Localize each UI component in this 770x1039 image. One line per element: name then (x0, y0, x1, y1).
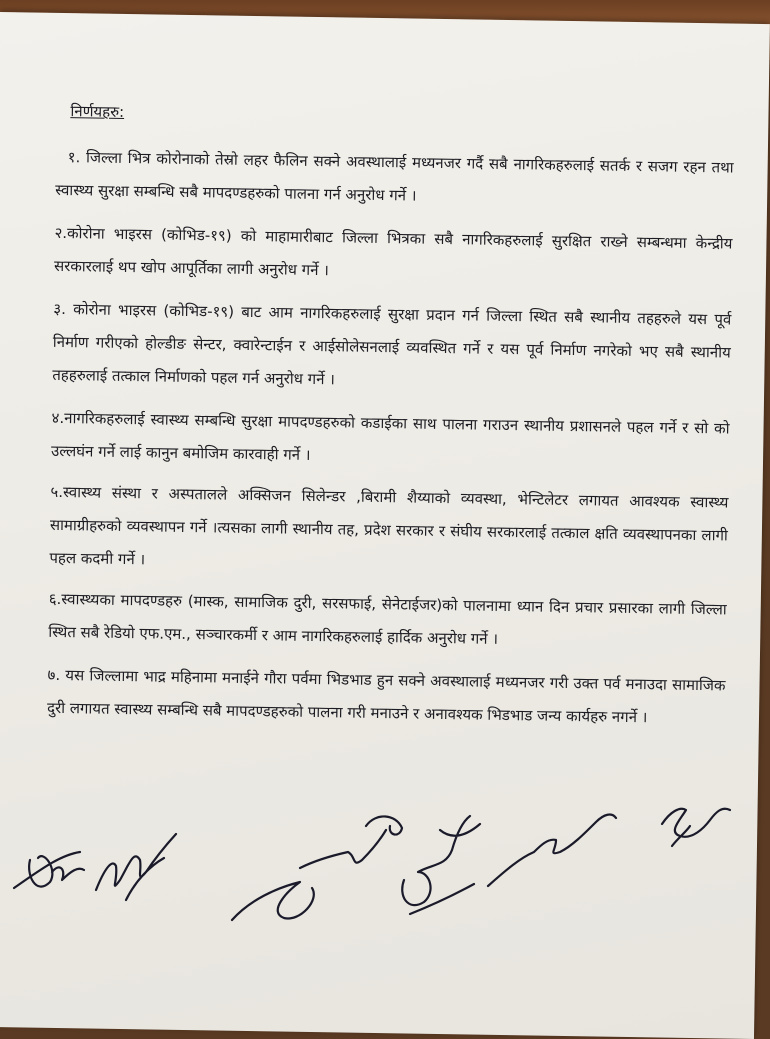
decision-item-1-text: १. जिल्ला भित्र कोरोनाको तेस्रो लहर फैलिन सक्ने अवस्थालाई मध्यनजर गर्दै सबै नागरिकहरुलाई सतर्क र सजग रहन तथा स्वास्थ्य सुरक्षा सम्बन्धि सबै मापदण्डहरुको पालना गर्न अनुरोध गर्ने । (55, 148, 734, 205)
decision-item-6-text: ६.स्वास्थ्यका मापदण्डहरु (मास्क, सामाजिक दुरी, सरसफाई, सेनेटाईजर)को पालनामा ध्यान दिन प्रचार प्रसारका लागी जिल्ला स्थित सबै रेडियो एफ.एम., सञ्चारकर्मी र आम नागरिकहरुलाई हार्दिक अनुरोध गर्ने । (48, 589, 727, 648)
document-body (47, 91, 735, 736)
decision-item-7-text: ७. यस जिल्लामा भाद्र महिनामा मनाईने गौरा पर्वमा भिडभाड हुन सक्ने अवस्थालाई मध्यनजर गरी उक्त पर्व मनाउदा सामाजिक दुरी लगायत स्वास्थ्य सम्बन्धि सबै मापदण्डहरुको पालना गरी मनाउने र अनावश्यक भिडभाड जन्य कार्यहरु नगर्ने । (46, 665, 726, 727)
decision-item-6 (48, 583, 727, 660)
decision-item-1 (55, 141, 734, 218)
paper-sheet (0, 12, 770, 1039)
decision-item-2 (54, 217, 733, 294)
decision-item-4-text: ४.नागरिकहरुलाई स्वास्थ्य सम्बन्धि सुरक्षा मापदण्डहरुको कडाईका साथ पालना गराउन स्थानीय प्रशासनले पहल गर्ने र सो को उल्लघंन गर्ने लाई कानुन बमोजिम कारवाही गर्ने । (50, 408, 730, 464)
decision-item-2-text: २.कोरोना भाइरस (कोभिड-१९) को माहामारीबाट जिल्ला भित्रका सबै नागरिकहरुलाई सुरक्षित राख्ने सम्बन्धमा केन्द्रीय सरकारलाई थप खोप आपूर्तिका लागी अनुरोध गर्ने । (53, 223, 733, 280)
decision-item-7 (47, 659, 726, 736)
decision-item-3 (52, 293, 731, 403)
decision-item-3-text: ३. कोरोना भाइरस (कोभिड-१९) बाट आम नागरिकहरुलाई सुरक्षा प्रदान गर्न जिल्ला स्थित सबै स्थानीय तहहरुले यस पूर्व निर्माण गरीएको होल्डीङ सेन्टर, क्वारेन्टाईन र आईसोलेसनलाई व्यवस्थित गर्ने र यस पूर्व निर्माण नगरेको भए सबै स्थानीय तहहरुलाई तत्काल निर्माणको पहल गर्न अनुरोध गर्ने । (52, 299, 732, 389)
document-heading: निर्णयहरु: (70, 102, 125, 121)
decision-item-5-text: ५.स्वास्थ्य संस्था र अस्पतालले अक्सिजन सिलेन्डर ,बिरामी शैय्याको व्यवस्था, भेन्टिलेटर लगायत आवश्यक स्वास्थ्य सामाग्रीहरुको व्यवस्थापन गर्ने ।त्यसका लागी स्थानीय तह, प्रदेश सरकार र संघीय सरकारलाई तत्काल क्षति व्यवस्थापनका लागी पहल कदमी गर्ने । (49, 482, 729, 569)
decision-item-4 (51, 402, 730, 479)
decision-item-5 (49, 476, 728, 586)
